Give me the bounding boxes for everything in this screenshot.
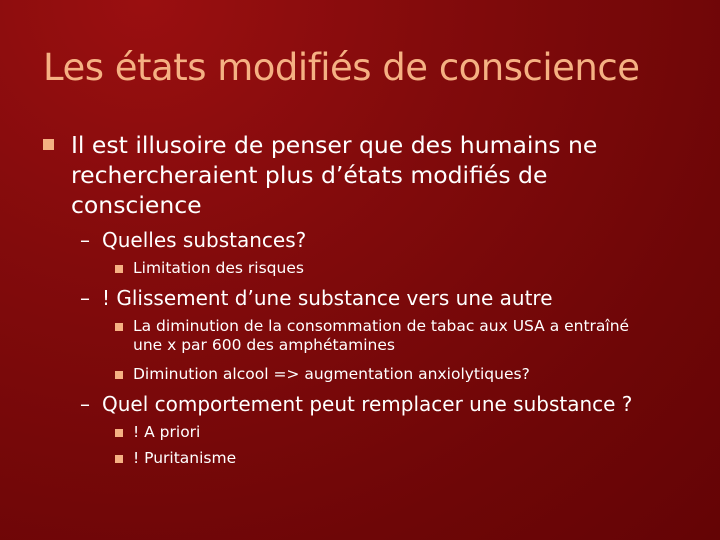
square-bullet-icon <box>115 429 123 437</box>
sub-item-2-1-text: La diminution de la consommation de tabac aux USA a entraîné une x par 600 des amphétamines <box>133 317 630 354</box>
sub-item-2-2-text: Diminution alcool => augmentation anxiolytiques? <box>133 365 530 383</box>
square-bullet-icon <box>115 265 123 273</box>
square-bullet-icon <box>43 139 54 150</box>
main-bullet-text: Il est illusoire de penser que des humains ne rechercheraient plus d’états modifiés de conscience <box>71 131 598 219</box>
sub-item-3-2-text: ! Puritanisme <box>133 449 237 467</box>
sub-bullet-2-text: ! Glissement d’une substance vers une autre <box>102 286 553 310</box>
slide-title: Les états modifiés de conscience <box>43 46 640 89</box>
dash-marker: – <box>80 286 90 310</box>
sub-bullet-1-text: Quelles substances? <box>102 228 307 252</box>
sub-item-1-1-text: Limitation des risques <box>133 259 304 277</box>
dash-marker: – <box>80 392 90 416</box>
sub-item-3-1-text: ! A priori <box>133 423 201 441</box>
sub-bullet-3-text: Quel comportement peut remplacer une substance ? <box>102 392 633 416</box>
dash-marker: – <box>80 228 90 252</box>
square-bullet-icon <box>115 323 123 331</box>
square-bullet-icon <box>115 455 123 463</box>
square-bullet-icon <box>115 371 123 379</box>
